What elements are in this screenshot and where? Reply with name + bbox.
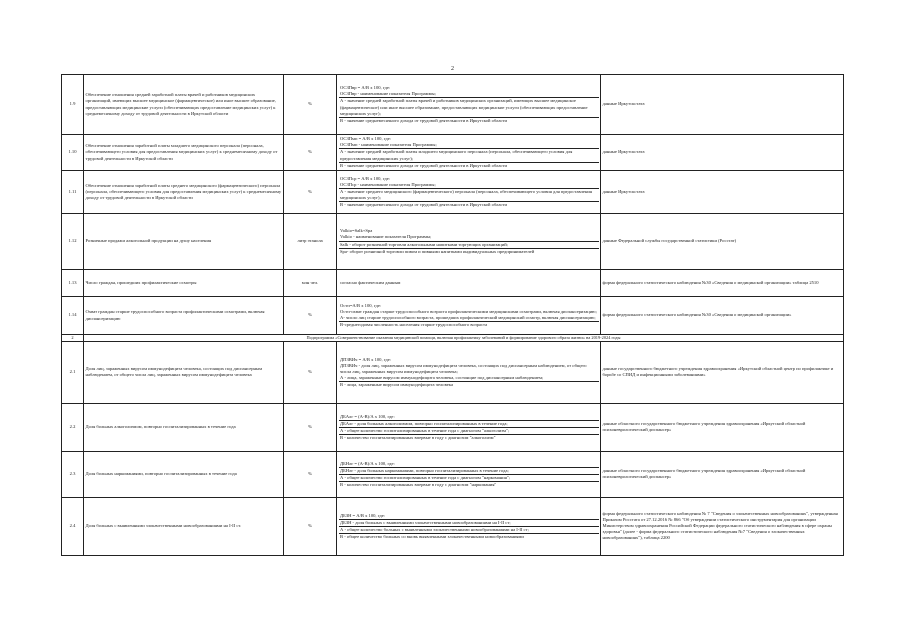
indicator-unit: % [284,451,337,497]
indicator-number: 2.3 [62,451,84,497]
method-line: В - лица, зараженные вирусом иммунодефицита человека [340,381,453,387]
table-row [62,451,844,497]
method-line: В - количество госпитализированных впервые в году с диагнозом "наркомания" [340,481,497,487]
data-source: форма федерального статистического наблюдения №30 «Сведения о медицинской организации» [601,297,844,335]
method-line: Spa- оборот розничной торговли пивом и пивными напитками индивидуальных предпринимателей [340,248,535,254]
data-source: данные Иркутскстата [601,135,844,171]
table-row [62,403,844,451]
method-line: ДБЗН - доля больных с выявленными злокачественными новообразованиями на I-II ст; [339,520,599,527]
method-line: А - общее количество больных с выявленными злокачественными новообразованиями на I-II ст; [339,527,599,534]
method-line: Salk - оборот розничной торговли алкогольными напитками торгующих организаций; [339,242,599,249]
table-row [62,297,844,335]
data-source: форма федерального статистического наблюдения № 7 "Сведения о злокачественных новообразованиях", утвержденная Приказом Росстата от 27.12.2016 № 866 "Об утверждении статистического инструментария для организации Министерством здравоохранения Российской Федерации федерального статистического наблюдения в сфере охраны здоровья" (далее - форма федерального статистического наблюдения №7 "Сведения о злокачественных новообразованиях"), таблица 2200 [601,497,844,555]
method-line: В - значение среднемесячного дохода от трудовой деятельности в Иркутской области [340,162,508,168]
indicator-number: 2.4 [62,497,84,555]
data-source: данные Иркутскстата [601,171,844,214]
method-line: ДБЗН = А/В х 100, где: [339,513,599,520]
calculation-method [337,403,601,451]
table-row [62,270,844,297]
indicator-name: Доля больных алкоголизмом, повторно госпитализированных в течение года [84,403,284,451]
data-source: данные областного государственного бюджетного учреждения здравоохранения «Иркутский областной психоневрологический диспансер» [601,451,844,497]
indicator-unit: % [284,497,337,555]
indicator-number: 1.14 [62,297,84,335]
indicator-number: 1.10 [62,135,84,171]
calculation-method [337,171,601,214]
indicator-name: Охват граждан старше трудоспособного возраста профилактическими осмотрами, включая диспансеризацию [84,297,284,335]
indicator-number: 1.13 [62,270,84,297]
method-line: В - значение среднемесячного дохода от трудовой деятельности в Иркутской области [340,117,508,123]
indicator-number: 2.1 [62,341,84,403]
section-title: Подпрограмма «Совершенствование оказания медицинской помощи, включая профилактику заболеваний и формирование здорового образа жизни» на 2019-2024 годы [84,335,844,342]
method-line: ОСЗПвр = А/В х 100, где: ОСЗПвр - наименование показателя Программы; [339,85,599,98]
method-line: А - значение средней заработной платы врачей и работников медицинских организаций, имеющих высшее медицинское (фармацевтическое) или иное высшее образование, предоставляющих медицинские услуги (обеспечивающих предоставление медицинских услуг); [339,98,599,117]
table-row [62,75,844,135]
indicator-name: Доля больных с выявленными злокачественными новообразованиями на I-II ст. [84,497,284,555]
calculation-method [337,497,601,555]
indicator-name: Число граждан, прошедших профилактические осмотры [84,270,284,297]
indicator-unit: млн чел. [284,270,337,297]
method-line: А - значение среднего медицинского (фармацевтического) персонала (персонала, обеспечивающего условия для предоставления медицинских услуг); [339,189,599,202]
method-line: А - общее количество госпитализированных в течение года с диагнозом "алкоголизм"; [339,428,599,435]
indicator-unit: литр этанола [284,214,337,270]
method-line: согласно фактическим данным [340,279,401,285]
page-number: 2 [451,66,454,72]
indicator-unit: % [284,341,337,403]
section-number: 2 [62,335,84,342]
data-source: данные областного государственного бюджетного учреждения здравоохранения «Иркутский областной психоневрологический диспансер» [601,403,844,451]
method-line: ДБАлг - доля больных алкоголизмом, повторно госпитализированных в течение года; [339,421,599,428]
data-source: данные Федеральной службы государственной статистики (Росстат) [601,214,844,270]
data-source: данные государственного бюджетного учреждения здравоохранения «Иркутский областной центр по профилактике и борьбе со СПИД и инфекционными заболеваниями» [601,341,844,403]
calculation-method [337,341,601,403]
indicator-number: 1.9 [62,75,84,135]
method-line: Остп=А/В х 100, где: Остп-охват граждан старше трудоспособного возраста профилактическими медицинскими осмотрами, включая диспансеризацию; А- число лиц старше трудоспособного возраста, прошедших профилактический медицинский осмотр, включая диспансеризацию; [339,303,599,322]
indicator-name: Доля больных наркоманиями, повторно госпитализированных в течение года [84,451,284,497]
method-line: А - общее количество госпитализированных в течение года с диагнозом "наркомания"; [339,475,599,482]
indicator-unit: % [284,135,337,171]
method-line: ОСЗПмп = А/В х 100, где: ОСЗПмп - наименование показателя Программы; [339,136,599,149]
indicator-unit: % [284,75,337,135]
table-row [62,171,844,214]
method-line: ДПЗВИч = А/В х 100, где: ДПЗВИч - доля лиц, зараженных вирусом иммунодефицита человека, состоящих под диспансерным наблюдением, от общего числа лиц, зараженных вирусом иммунодефицита человека; А - лица, зараженные вирусом иммунодефицита человека, состоящие под диспансерным наблюдением; [339,357,599,382]
data-source: данные Иркутскстата [601,75,844,135]
calculation-method [337,451,601,497]
data-source: форма федерального статистического наблюдения №30 «Сведения о медицинской организации» таблица 2510 [601,270,844,297]
indicator-name: Доля лиц, зараженных вирусом иммунодефицита человека, состоящих под диспансерным наблюдением, от общего числа лиц, зараженных вирусом иммунодефицита человека [84,341,284,403]
calculation-method [337,135,601,171]
indicator-name: Розничные продажи алкогольной продукции на душу населения [84,214,284,270]
indicator-unit: % [284,171,337,214]
indicator-number: 1.12 [62,214,84,270]
indicator-name: Обеспечение отношения заработной платы среднего медицинского (фармацевтического) персонала (персонала, обеспечивающего условия для предоставления медицинских услуг) к среднемесячному доходу от трудовой деятельности в Иркутской области [84,171,284,214]
method-line: В - значение среднемесячного дохода от трудовой деятельности в Иркутской области [340,202,508,208]
method-line: ОСЗПср = А/В х 100, где: ОСЗПср - наименование показателя Программы; [339,176,599,189]
indicator-number: 2.2 [62,403,84,451]
method-line: ДБНлг - доля больных наркоманиями, повторно госпитализированных в течение года; [339,468,599,475]
method-line: А - значение средней заработной платы младшего медицинского персонала (персонала, обеспечивающего условия для предоставления медицинских услуг); [339,149,599,162]
method-line: В-среднегодовая численность населения старше трудоспособного возраста [340,322,488,328]
calculation-method [337,270,601,297]
method-line: В - количество госпитализированных впервые в году с диагнозом "алкоголизм" [340,434,496,440]
method-line: ДБАлг = (А-В)/А х 100, где: [339,414,599,421]
indicators-table [61,74,844,556]
calculation-method [337,75,601,135]
indicator-name: Обеспечение отношения заработной платы младшего медицинского персонала (персонала, обеспечивающего условия для предоставления медицинских услуг) к среднемесячному доходу от трудовой деятельности в Иркутской области [84,135,284,171]
calculation-method [337,297,601,335]
table-row [62,497,844,555]
indicator-unit: % [284,297,337,335]
indicator-name: Обеспечение отношения средней заработной платы врачей и работников медицинских организаций, имеющих высшее медицинское (фармацевтическое) или иное высшее образование, предоставляющих медицинские услуги (обеспечивающих предоставление медицинских услуг) к среднемесячному доходу от трудовой деятельности в Иркутской области [84,75,284,135]
table-row [62,135,844,171]
calculation-method [337,214,601,270]
method-line: Valkio=Salk+Spa Valkio - наименование показателя Программы; [339,228,599,241]
table-row [62,214,844,270]
method-line: В - общее количество больных со вновь выявленными злокачественными новообразованиями [340,533,524,539]
method-line: ДБНлг = (А-В)/А х 100, где: [339,461,599,468]
table-row [62,341,844,403]
indicator-unit: % [284,403,337,451]
indicator-number: 1.11 [62,171,84,214]
section-row [62,335,844,342]
